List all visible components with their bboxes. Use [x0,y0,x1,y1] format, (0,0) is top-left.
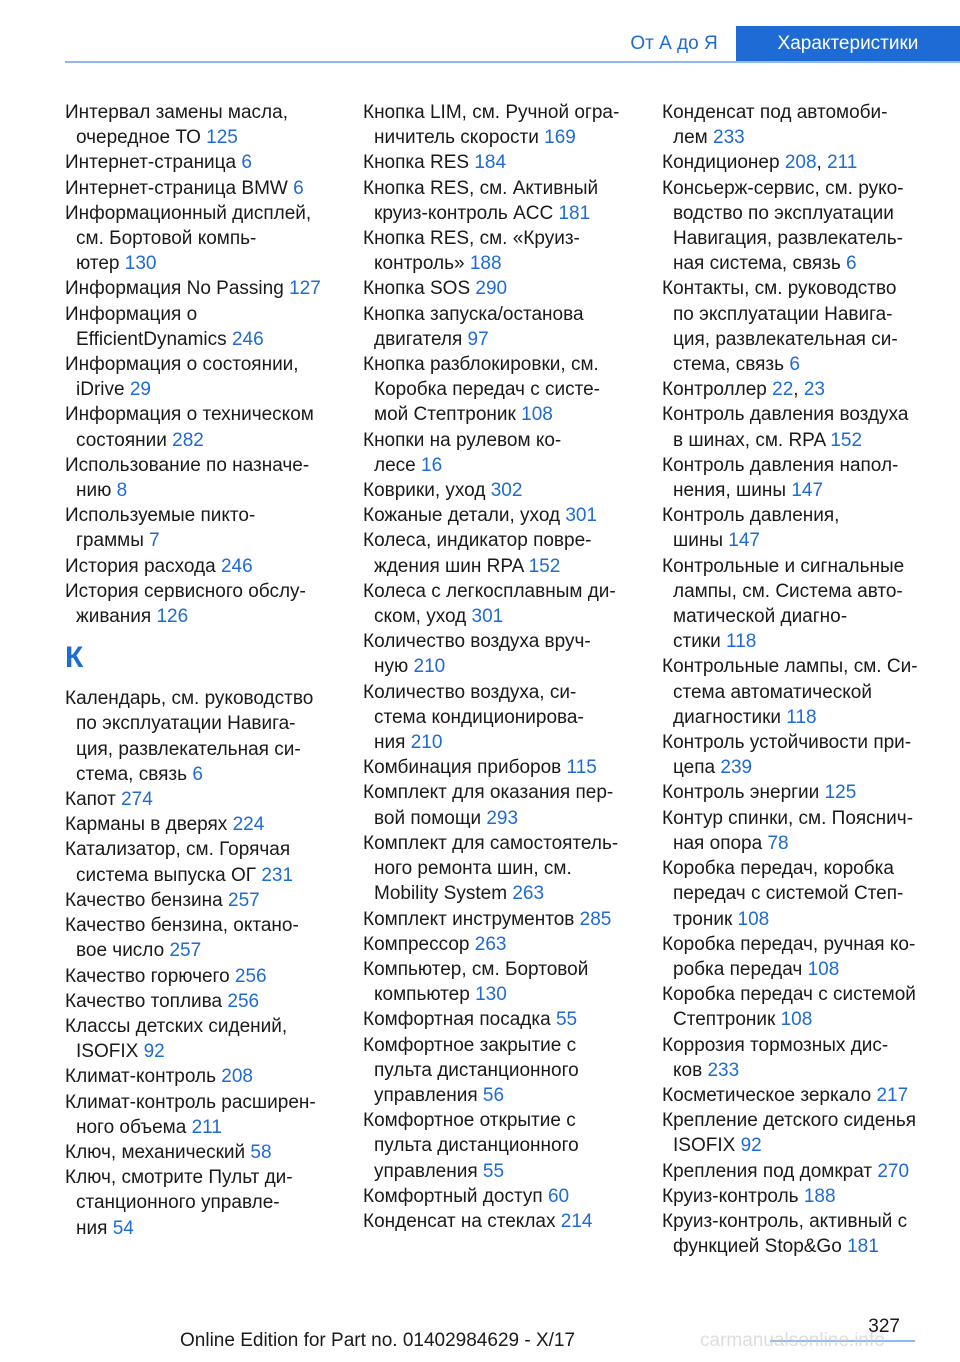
page-link[interactable]: 231 [261,864,294,886]
page-link[interactable]: 6 [241,152,252,174]
entry-text: ском, уход [374,606,467,628]
page-link[interactable]: 224 [232,814,265,836]
entry-text: Капот [65,789,116,811]
entry-text: Комплект для оказания пер- [363,782,614,804]
entry-text: ков [673,1059,703,1081]
index-entry [662,932,932,982]
index-entry [662,730,932,780]
entry-text: матической диагно- [673,606,848,628]
index-column-3 [662,100,932,1259]
entry-text: система выпуска ОГ [76,864,257,886]
entry-text: по эксплуатации Навига- [673,303,893,325]
entry-text: Коробка передач с системой [662,984,916,1006]
page-header [0,26,960,64]
page-link[interactable]: 58 [250,1141,272,1163]
index-entry [363,100,648,150]
entry-text: Крепления под домкрат [662,1160,873,1182]
page-link[interactable]: 233 [707,1059,740,1081]
index-entry [65,888,350,913]
page-link[interactable]: 78 [767,832,789,854]
page-link[interactable]: 211 [191,1116,222,1138]
entry-text: по эксплуатации Навига- [76,713,296,735]
index-entry [65,812,350,837]
page-link[interactable]: 60 [547,1185,570,1207]
entry-text: iDrive [76,379,125,401]
page-link[interactable]: 282 [172,429,204,451]
page-link[interactable]: 270 [877,1160,910,1182]
entry-text: Контроль устойчивости при- [662,732,912,754]
index-entry [65,579,350,629]
index-entry [662,1184,932,1209]
index-entry [363,579,648,629]
page-link[interactable]: 108 [737,908,770,930]
index-letter-heading: К [65,641,84,675]
entry-text: живания [76,606,152,628]
entry-text: цепа [673,757,716,779]
page-link[interactable]: 108 [521,404,553,426]
page-link[interactable]: 184 [474,152,507,174]
entry-text: нию [76,480,112,502]
section-tab[interactable]: От А до Я [630,33,718,54]
index-entry [363,1108,648,1184]
entry-text: Кнопка RES, см. «Круиз- [363,228,580,250]
entry-text: Комфортное открытие с [363,1110,576,1132]
entry-text: Коробка передач, коробка [662,858,894,880]
entry-text: История сервисного обслу- [65,580,306,602]
entry-text: передач с системой Степ- [673,883,904,905]
index-entry [65,503,350,553]
index-entry [363,302,648,352]
index-entry [363,150,648,175]
entry-text: Компрессор [363,933,470,955]
entry-text: диагностики [673,706,781,728]
index-entry [65,554,350,579]
entry-text: Косметическое зеркало [662,1084,872,1106]
entry-text: стема автоматической [673,681,872,703]
entry-text: Крепление детского сиденья [662,1110,917,1132]
index-entry [65,913,350,963]
entry-text: Информация о [65,303,198,325]
header-rule [65,61,960,63]
page-link[interactable]: 257 [169,940,202,962]
page-link[interactable]: 108 [780,1009,813,1031]
index-entry [65,302,350,352]
page-link[interactable]: 108 [807,958,840,980]
entry-text: ISOFIX [76,1041,139,1063]
entry-text: Контакты, см. руководство [662,278,897,300]
entry-text: Контроль давления, [662,505,840,527]
entry-text: Комплект инструментов [363,908,575,930]
entry-text: Использование по назначе- [65,454,310,476]
index-entry: Контроллер 22, 23 [662,379,825,401]
index-entry [363,1184,648,1209]
index-entry [363,1007,648,1032]
page-link[interactable]: 7 [149,530,160,552]
entry-text: Комфортная посадка [363,1009,551,1031]
entry-text: контроль» [374,253,465,275]
index-entry [65,989,350,1014]
entry-text: вой помощи [374,807,482,829]
page-link[interactable]: 293 [486,807,519,829]
entry-text: ция, развлекательная си- [673,328,898,350]
entry-text: мой Стептроник [374,404,516,426]
index-entry [662,1083,932,1108]
page-link[interactable]: 127 [289,278,321,300]
entry-text: водство по эксплуатации [673,202,894,224]
entry-text: Качество бензина [65,889,223,911]
page-link[interactable]: 118 [786,706,817,728]
index-entry [662,654,932,730]
entry-text: шины [673,530,724,552]
entry-text: станционного управле- [76,1192,280,1214]
page-link[interactable]: 92 [740,1135,762,1157]
entry-text: Кнопка RES, см. Активный [363,177,599,199]
entry-text: Интернет-страница [65,152,237,174]
entry-text: лем [673,127,708,149]
index-entry [65,176,350,201]
index-entry [363,352,648,428]
entry-text: ничитель скорости [374,127,539,149]
entry-text: Кнопка SOS [363,278,471,300]
index-entry [65,1064,350,1089]
page-link[interactable]: 208 [784,152,817,174]
page-link[interactable]: 97 [467,328,489,350]
entry-text: Контроль давления напол- [662,454,899,476]
index-entry [662,554,932,655]
entry-text: Комплект для самостоятель- [363,832,619,854]
index-entry [65,201,350,277]
entry-text: Коробка передач с систе- [374,379,600,401]
entry-text: Кнопка RES [363,152,470,174]
entry-text: Коробка передач, ручная ко- [662,933,916,955]
index-entry [363,680,648,756]
index-entry [363,831,648,907]
index-entry [363,528,648,578]
entry-text: Карманы в дверях [65,814,228,836]
page-link[interactable]: 6 [293,177,304,199]
entry-text: Комфортное закрытие с [363,1034,577,1056]
page-link[interactable]: 130 [475,984,507,1006]
entry-text: Колеса с легкосплавным ди- [363,580,616,602]
entry-text: История расхода [65,555,216,577]
entry-text: Кнопка разблокировки, см. [363,354,599,376]
entry-text: ция, развлекательная си- [76,738,301,760]
index-entry [65,1165,350,1241]
entry-text: Климат-контроль расширен- [65,1091,316,1113]
entry-text: Информация о техническом [65,404,314,426]
page-link[interactable]: 6 [846,253,857,275]
page-link[interactable]: 147 [728,530,760,552]
entry-text: Контроль энергии [662,782,820,804]
entry-text: ную [374,656,409,678]
entry-text: EfficientDynamics [76,328,227,350]
entry-text: Кнопки на рулевом ко- [363,429,562,451]
page-link[interactable]: 54 [112,1217,134,1239]
entry-text: Конденсат под автомоби- [662,102,888,123]
entry-text: Контур спинки, см. Пояснич- [662,807,914,829]
page-link[interactable]: 263 [512,883,545,905]
page-link[interactable]: 233 [713,127,745,149]
entry-text: Колеса, индикатор повре- [363,530,592,552]
entry-text: управления [374,1160,478,1182]
entry-text: Комфортный доступ [363,1185,543,1207]
page-link[interactable]: 301 [471,606,504,628]
entry-text: Круиз-контроль [662,1185,799,1207]
entry-text: в шинах, см. RPA [673,429,826,451]
page-link[interactable]: 214 [560,1210,593,1232]
entry-text: Коррозия тормозных дис- [662,1034,889,1056]
page-number: 327 [868,1316,900,1337]
page-link[interactable]: 302 [490,480,523,502]
entry-text: стема, связь [76,763,188,785]
entry-text: Интервал замены масла, [65,102,288,123]
index-entry [363,503,648,528]
entry-text: Климат-контроль [65,1066,216,1088]
entry-text: см. Бортовой компь- [76,228,257,250]
entry-text: Контрольные и сигнальные [662,555,905,577]
page-link[interactable]: 6 [789,354,800,376]
entry-text: Кнопка LIM, см. Ручной огра- [363,102,620,123]
entry-text: нения, шины [673,480,787,502]
entry-text: троник [673,908,733,930]
index-entry [65,686,350,787]
page-link[interactable]: 210 [413,656,446,678]
index-entry [65,964,350,989]
page-link[interactable]: 211 [827,152,858,174]
index-entry [363,428,648,478]
index-entry [363,478,648,503]
entry-text: Навигация, развлекатель- [673,228,903,250]
entry-text: Качество бензина, октано- [65,915,299,937]
page-link[interactable]: 263 [474,933,507,955]
index-entry [662,402,932,452]
page-link[interactable]: 256 [234,965,267,987]
entry-text: Кондиционер [662,152,780,174]
entry-text: пульта дистанционного [374,1135,579,1157]
entry-text: ния [374,732,406,754]
index-entry [363,907,648,932]
entry-text: двигателя [374,328,463,350]
index-entry [65,1014,350,1064]
index-entry [662,1159,932,1184]
index-entry: Кондиционер 208, 211 [662,152,858,174]
page-link[interactable]: 147 [791,480,824,502]
index-entry [65,453,350,503]
index-column-1 [65,100,350,1241]
page-link[interactable]: 239 [720,757,753,779]
page-link[interactable]: 55 [482,1160,505,1182]
page-link[interactable]: 188 [803,1185,836,1207]
index-entry [662,503,932,553]
entry-text: стема кондиционирова- [374,706,584,728]
page-link[interactable]: 23 [803,379,825,401]
index-entry [65,837,350,887]
entry-text: Используемые пикто- [65,505,256,527]
entry-text: граммы [76,530,144,552]
index-column-2 [363,100,648,1234]
entry-text: Интернет-страница BMW [65,177,288,199]
entry-text: ная опора [673,832,763,854]
entry-text: Ключ, механический [65,1141,246,1163]
page-link[interactable]: 246 [231,328,264,350]
page-link[interactable]: 16 [421,454,443,476]
page-link[interactable]: 256 [227,990,260,1012]
entry-text: круиз-контроль ACC [374,202,554,224]
entry-text: Катализатор, см. Горячая [65,839,291,861]
page-link[interactable]: 22 [772,379,794,401]
entry-text: Контроль давления воздуха [662,404,909,426]
index-entry [363,629,648,679]
entry-text: лампы, см. Система авто- [673,580,903,602]
index-entry [662,453,932,503]
index-entry [363,176,648,226]
index-entry [65,402,350,452]
page-link[interactable]: 208 [221,1066,253,1088]
entry-text: лесе [374,454,416,476]
entry-text: ния [76,1217,108,1239]
index-entry [662,856,932,932]
entry-text: Информация о состоянии, [65,354,299,376]
index-entry [662,276,932,377]
entry-text: ного объема [76,1116,187,1138]
page-link[interactable]: 257 [228,889,260,911]
entry-text: ISOFIX [673,1135,736,1157]
entry-text: состоянии [76,429,167,451]
entry-text: стики [673,631,721,653]
page-link[interactable]: 290 [475,278,508,300]
entry-text: Компьютер, см. Бортовой [363,958,589,980]
watermark: carmanualsonline.info [700,1330,885,1351]
entry-text: Конденсат на стеклах [363,1210,556,1232]
entry-text: ютер [76,253,120,275]
index-entry [363,1209,648,1234]
entry-text: Качество горючего [65,965,230,987]
index-entry [662,1209,932,1259]
index-entry [363,1033,648,1109]
page-link[interactable]: 301 [565,505,598,527]
entry-text: Календарь, см. руководство [65,688,314,710]
index-entry [65,787,350,812]
page-link[interactable]: 152 [528,555,561,577]
index-entry [363,957,648,1007]
entry-text: компьютер [374,984,470,1006]
page-link[interactable]: 285 [579,908,612,930]
page-link[interactable]: 152 [830,429,863,451]
page-link[interactable]: 6 [192,763,203,785]
entry-text: Круиз-контроль, активный с [662,1210,908,1232]
index-entry [363,755,648,780]
index-entry [65,100,350,150]
entry-text: Классы детских сидений, [65,1015,288,1037]
page-link[interactable]: 246 [220,555,253,577]
page-link[interactable]: 56 [482,1084,505,1106]
page-link[interactable]: 169 [544,127,576,149]
entry-text: Количество воздуха, си- [363,681,577,703]
chapter-tab[interactable]: Характеристики [736,26,960,62]
entry-text: очередное ТО [76,127,201,149]
page-link[interactable]: 29 [129,379,151,401]
entry-text: управления [374,1084,478,1106]
index-entry [662,1033,932,1083]
page-link[interactable]: 188 [469,253,502,275]
page-link[interactable]: 55 [555,1009,578,1031]
entry-text: Качество топлива [65,990,223,1012]
index-entry [65,1140,350,1165]
entry-text: Информация No Passing [65,278,284,300]
page-link[interactable]: 274 [121,789,153,811]
page-link[interactable]: 8 [116,480,128,502]
edition-note: Online Edition for Part no. 01402984629 - X/17 [180,1330,576,1351]
entry-text: Контрольные лампы, см. Си- [662,656,918,678]
index-entry [662,1108,932,1158]
index-entry [65,150,350,175]
index-entry [65,352,350,402]
index-entry [363,276,648,301]
entry-text: Стептроник [673,1009,776,1031]
index-entry [363,780,648,830]
entry-text: стема, связь [673,354,785,376]
index-entry [65,1090,350,1140]
entry-text: Консьерж-сервис, см. руко- [662,177,904,199]
entry-text: вое число [76,940,165,962]
page-link[interactable]: 118 [726,631,757,653]
entry-text: робка передач [673,958,803,980]
entry-text: функцией Stop&Go [673,1236,842,1258]
entry-text: Количество воздуха вруч- [363,631,591,653]
page-link[interactable]: 181 [558,202,591,224]
entry-text: ного ремонта шин, см. [374,858,572,880]
page-link[interactable]: 92 [143,1041,165,1063]
page-link[interactable]: 181 [847,1236,879,1258]
entry-text: Коврики, уход [363,480,486,502]
page-link[interactable]: 210 [410,732,443,754]
page-link[interactable]: 115 [566,757,597,779]
entry-text: ная система, связь [673,253,841,275]
page-link[interactable]: 125 [206,127,238,149]
entry-text: Информационный дисплей, [65,202,312,224]
index-entry [363,226,648,276]
page-link[interactable]: 130 [124,253,157,275]
index-entry [662,806,932,856]
index-entry [65,276,350,301]
index-entry [363,932,648,957]
entry-text: Контроллер [662,379,767,401]
index-entry [662,100,932,150]
entry-text: Ключ, смотрите Пульт ди- [65,1167,293,1189]
index-entry [662,176,932,277]
index-entry [662,982,932,1032]
entry-text: Кожаные детали, уход [363,505,561,527]
entry-text: пульта дистанционного [374,1059,579,1081]
page-link[interactable]: 125 [824,782,857,804]
page-link[interactable]: 217 [876,1084,909,1106]
entry-text: ждения шин RPA [374,555,524,577]
index-entry [662,780,932,805]
entry-text: Кнопка запуска/останова [363,303,584,325]
entry-text: Комбинация приборов [363,757,562,779]
entry-text: Mobility System [374,883,508,905]
page-link[interactable]: 126 [156,606,189,628]
